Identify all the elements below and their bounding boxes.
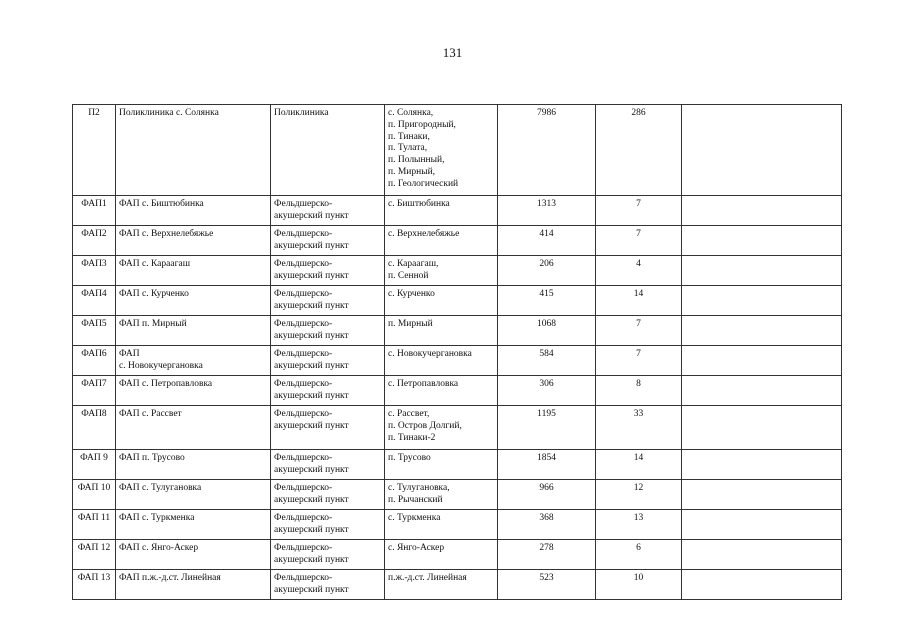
facility-code-cell: ФАП7 <box>73 376 116 406</box>
note-cell <box>682 346 842 376</box>
facility-type-cell <box>271 256 385 286</box>
facility-name-cell-line: ФАП с. Рассвет <box>119 409 182 419</box>
note-cell <box>682 570 842 600</box>
facility-code-cell: ФАП5 <box>73 316 116 346</box>
population-cell: 584 <box>498 346 596 376</box>
facility-code-cell: ФАП1 <box>73 196 116 226</box>
facility-name-cell <box>116 406 271 450</box>
facility-type-cell <box>271 376 385 406</box>
children-cell: 8 <box>596 376 682 406</box>
children-cell: 33 <box>596 406 682 450</box>
table-row <box>73 510 842 540</box>
settlements-cell <box>385 316 498 346</box>
facility-name-cell <box>116 376 271 406</box>
note-cell <box>682 196 842 226</box>
facility-type-cell <box>271 540 385 570</box>
population-cell: 523 <box>498 570 596 600</box>
facility-type-cell <box>271 570 385 600</box>
settlements-cell-line: с. Тулугановка, <box>388 483 450 493</box>
settlements-cell-line: с. Курченко <box>388 289 435 299</box>
settlements-cell <box>385 256 498 286</box>
facility-type-cell-line: акушерский пункт <box>274 494 349 505</box>
note-cell <box>682 316 842 346</box>
facility-type-cell-line: акушерский пункт <box>274 584 349 595</box>
facility-name-cell <box>116 510 271 540</box>
facility-type-cell <box>271 346 385 376</box>
table-row <box>73 105 842 196</box>
medical-facilities-table <box>72 104 842 600</box>
settlements-cell-line: с. Верхнелебяжье <box>388 229 460 239</box>
settlements-cell <box>385 286 498 316</box>
facility-name-cell <box>116 540 271 570</box>
facility-type-cell-line: акушерский пункт <box>274 300 349 311</box>
children-cell: 13 <box>596 510 682 540</box>
facility-code-cell: ФАП4 <box>73 286 116 316</box>
population-cell: 415 <box>498 286 596 316</box>
facility-type-cell-line: Фельдшерско- <box>274 483 333 493</box>
facility-type-cell <box>271 105 385 196</box>
facility-type-cell-line: Фельдшерско- <box>274 199 333 209</box>
facility-type-cell <box>271 480 385 510</box>
children-cell: 14 <box>596 450 682 480</box>
facility-type-cell-line: акушерский пункт <box>274 464 349 475</box>
population-cell: 206 <box>498 256 596 286</box>
facility-name-cell-line: ФАП с. Тулугановка <box>119 483 202 493</box>
facility-type-cell-line: Фельдшерско- <box>274 289 333 299</box>
settlements-cell-line: п. Мирный, <box>388 166 436 177</box>
settlements-cell-line: п. Геологический <box>388 178 459 189</box>
settlements-cell <box>385 376 498 406</box>
facility-code-cell: П2 <box>73 105 116 196</box>
population-cell: 1195 <box>498 406 596 450</box>
facility-type-cell-line: акушерский пункт <box>274 390 349 401</box>
settlements-cell <box>385 346 498 376</box>
population-cell: 1068 <box>498 316 596 346</box>
facility-type-cell-line: Фельдшерско- <box>274 379 333 389</box>
settlements-cell <box>385 540 498 570</box>
children-cell: 6 <box>596 540 682 570</box>
facility-name-cell-line: ФАП с. Янго-Аскер <box>119 543 199 553</box>
facility-type-cell-line: акушерский пункт <box>274 240 349 251</box>
note-cell <box>682 450 842 480</box>
facility-name-cell-line: ФАП с. Верхнелебяжье <box>119 229 214 239</box>
settlements-cell-line: с. Новокучергановка <box>388 349 472 359</box>
table-row <box>73 450 842 480</box>
facility-type-cell <box>271 450 385 480</box>
facility-code-cell: ФАП8 <box>73 406 116 450</box>
facility-type-cell-line: Фельдшерско- <box>274 259 333 269</box>
population-cell: 7986 <box>498 105 596 196</box>
table-row <box>73 540 842 570</box>
population-cell: 368 <box>498 510 596 540</box>
settlements-cell <box>385 510 498 540</box>
children-cell: 4 <box>596 256 682 286</box>
note-cell <box>682 540 842 570</box>
facility-name-cell <box>116 450 271 480</box>
facility-type-cell-line: Фельдшерско- <box>274 543 333 553</box>
children-cell: 7 <box>596 196 682 226</box>
facility-type-cell-line: Фельдшерско- <box>274 319 333 329</box>
facility-name-cell <box>116 480 271 510</box>
table-row <box>73 480 842 510</box>
facility-name-cell-line: с. Новокучергановка <box>119 360 203 371</box>
table-row <box>73 286 842 316</box>
facility-name-cell-line: ФАП с. Курченко <box>119 289 189 299</box>
facility-type-cell-line: Фельдшерско- <box>274 409 333 419</box>
facility-type-cell <box>271 286 385 316</box>
settlements-cell-line: п. Сенной <box>388 270 429 281</box>
facility-type-cell-line: Фельдшерско- <box>274 573 333 583</box>
facility-type-cell-line: акушерский пункт <box>274 330 349 341</box>
facility-name-cell-line: ФАП с. Биштюбинка <box>119 199 204 209</box>
facility-code-cell: ФАП 13 <box>73 570 116 600</box>
facility-type-cell-line: Поликлиника <box>274 108 329 118</box>
settlements-cell-line: с. Туркменка <box>388 513 441 523</box>
note-cell <box>682 256 842 286</box>
facility-type-cell-line: акушерский пункт <box>274 360 349 371</box>
population-cell: 278 <box>498 540 596 570</box>
settlements-cell <box>385 226 498 256</box>
facility-name-cell-line: Поликлиника с. Солянка <box>119 108 219 118</box>
facility-type-cell-line: Фельдшерско- <box>274 349 333 359</box>
facility-code-cell: ФАП2 <box>73 226 116 256</box>
settlements-cell-line: п. Тинаки-2 <box>388 432 436 443</box>
page-number: 131 <box>442 45 463 60</box>
settlements-cell-line: п. Пригородный, <box>388 119 456 130</box>
table-row <box>73 406 842 450</box>
population-cell: 1854 <box>498 450 596 480</box>
settlements-cell <box>385 406 498 450</box>
children-cell: 10 <box>596 570 682 600</box>
settlements-cell-line: п. Мирный <box>388 319 433 329</box>
note-cell <box>682 406 842 450</box>
settlements-cell-line: п. Трусово <box>388 453 431 463</box>
children-cell: 14 <box>596 286 682 316</box>
children-cell: 7 <box>596 346 682 376</box>
note-cell <box>682 376 842 406</box>
facility-name-cell-line: ФАП <box>119 349 140 359</box>
note-cell <box>682 286 842 316</box>
settlements-cell <box>385 570 498 600</box>
table-row <box>73 226 842 256</box>
note-cell <box>682 480 842 510</box>
facility-name-cell <box>116 346 271 376</box>
population-cell: 414 <box>498 226 596 256</box>
facility-name-cell-line: ФАП с. Туркменка <box>119 513 195 523</box>
facility-type-cell-line: акушерский пункт <box>274 420 349 431</box>
settlements-cell-line: с. Рассвет, <box>388 409 430 419</box>
table-row <box>73 316 842 346</box>
facility-code-cell: ФАП 11 <box>73 510 116 540</box>
facility-name-cell <box>116 196 271 226</box>
table-row <box>73 346 842 376</box>
facility-code-cell: ФАП6 <box>73 346 116 376</box>
settlements-cell-line: п. Остров Долгий, <box>388 420 462 431</box>
table-row <box>73 256 842 286</box>
facility-type-cell-line: акушерский пункт <box>274 524 349 535</box>
settlements-cell-line: с. Янго-Аскер <box>388 543 445 553</box>
facility-type-cell-line: акушерский пункт <box>274 210 349 221</box>
facility-code-cell: ФАП 10 <box>73 480 116 510</box>
facility-name-cell <box>116 286 271 316</box>
children-cell: 286 <box>596 105 682 196</box>
facility-type-cell <box>271 226 385 256</box>
note-cell <box>682 105 842 196</box>
facility-type-cell-line: акушерский пункт <box>274 554 349 565</box>
facility-name-cell <box>116 316 271 346</box>
table-row <box>73 196 842 226</box>
settlements-cell-line: п. Тулата, <box>388 143 428 154</box>
facility-name-cell-line: ФАП с. Петропавловка <box>119 379 213 389</box>
population-cell: 306 <box>498 376 596 406</box>
settlements-cell-line: п. Полынный, <box>388 155 445 166</box>
facility-code-cell: ФАП 12 <box>73 540 116 570</box>
facility-type-cell <box>271 316 385 346</box>
table-row <box>73 570 842 600</box>
facility-type-cell-line: Фельдшерско- <box>274 513 333 523</box>
table-body <box>73 105 842 600</box>
settlements-cell-line: п.ж.-д.ст. Линейная <box>388 573 467 583</box>
facility-name-cell <box>116 226 271 256</box>
facility-name-cell <box>116 105 271 196</box>
note-cell <box>682 510 842 540</box>
facility-name-cell-line: ФАП п. Мирный <box>119 319 187 329</box>
facility-type-cell <box>271 196 385 226</box>
facility-type-cell <box>271 510 385 540</box>
facility-type-cell-line: Фельдшерско- <box>274 229 333 239</box>
settlements-cell-line: с. Караагаш, <box>388 259 439 269</box>
children-cell: 7 <box>596 226 682 256</box>
settlements-cell-line: п. Рычанский <box>388 494 443 505</box>
settlements-cell <box>385 196 498 226</box>
settlements-cell <box>385 105 498 196</box>
table-row <box>73 376 842 406</box>
settlements-cell-line: с. Петропавловка <box>388 379 459 389</box>
population-cell: 966 <box>498 480 596 510</box>
note-cell <box>682 226 842 256</box>
facility-type-cell-line: акушерский пункт <box>274 270 349 281</box>
facility-name-cell <box>116 256 271 286</box>
facility-name-cell-line: ФАП с. Караагаш <box>119 259 191 269</box>
children-cell: 7 <box>596 316 682 346</box>
facility-type-cell-line: Фельдшерско- <box>274 453 333 463</box>
population-cell: 1313 <box>498 196 596 226</box>
settlements-cell-line: п. Тинаки, <box>388 131 430 142</box>
facility-code-cell: ФАП3 <box>73 256 116 286</box>
facility-name-cell <box>116 570 271 600</box>
settlements-cell <box>385 480 498 510</box>
settlements-cell-line: с. Биштюбинка <box>388 199 450 209</box>
facility-code-cell: ФАП 9 <box>73 450 116 480</box>
facility-name-cell-line: ФАП п. Трусово <box>119 453 185 463</box>
facility-name-cell-line: ФАП п.ж.-д.ст. Линейная <box>119 573 221 583</box>
settlements-cell-line: с. Солянка, <box>388 108 434 118</box>
facility-type-cell <box>271 406 385 450</box>
settlements-cell <box>385 450 498 480</box>
children-cell: 12 <box>596 480 682 510</box>
